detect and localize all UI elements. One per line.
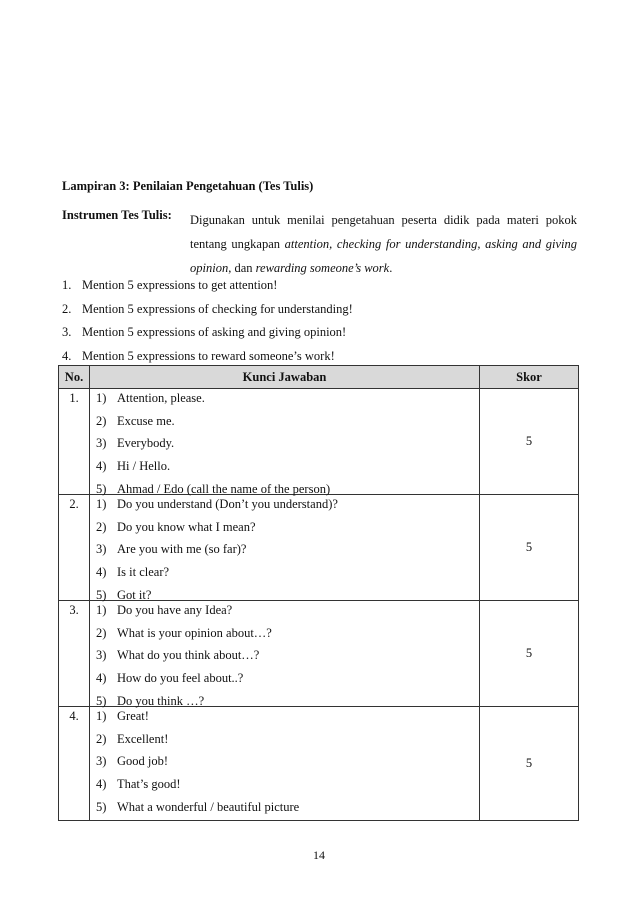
score-cell: 5 [480, 389, 579, 495]
question-number: 4. [62, 348, 72, 363]
answer-number: 4) [96, 459, 107, 474]
answer-text: How do you feel about..? [117, 671, 244, 686]
row-number: 1. [59, 389, 90, 495]
row-number: 4. [59, 707, 90, 821]
question-text: Mention 5 expressions to reward someone’s work! [82, 348, 335, 363]
answer-list [96, 495, 479, 600]
answer-text: Do you know what I mean? [117, 519, 256, 534]
table-row [59, 495, 579, 601]
list-item [96, 457, 479, 480]
question-text: Mention 5 expressions of checking for understanding! [82, 301, 353, 316]
answer-text: Do you understand (Don’t you understand)? [117, 497, 338, 511]
list-item [96, 412, 479, 435]
question-number: 3. [62, 325, 72, 339]
list-item [96, 480, 479, 494]
list-item [96, 707, 479, 730]
list-item [96, 752, 479, 775]
answer-text: Do you think …? [117, 693, 205, 708]
instrument-desc-mid: , dan [228, 261, 256, 275]
answer-text: Excuse me. [117, 413, 175, 428]
instrument-description [190, 208, 577, 280]
question-item [62, 274, 353, 298]
answer-number: 1) [96, 391, 107, 405]
answer-text: Got it? [117, 587, 152, 602]
question-number: 2. [62, 301, 72, 316]
answer-number: 2) [96, 413, 107, 428]
answer-number: 4) [96, 777, 107, 792]
answer-list [96, 389, 479, 494]
instrument-desc-italic-1: attention, checking for understanding, asking and giving opinion [190, 237, 577, 275]
answer-number: 2) [96, 731, 107, 746]
list-item [96, 692, 479, 706]
answer-text: Excellent! [117, 731, 169, 746]
answer-number: 1) [96, 497, 107, 511]
answer-number: 3) [96, 754, 107, 769]
score-cell: 5 [480, 707, 579, 821]
answer-list [96, 601, 479, 706]
list-item [96, 540, 479, 563]
list-item [96, 669, 479, 692]
answer-number: 5) [96, 799, 107, 814]
table-row [59, 707, 579, 821]
answer-text: Hi / Hello. [117, 459, 171, 474]
answer-cell [90, 707, 480, 821]
list-item [96, 389, 479, 412]
answer-number: 3) [96, 648, 107, 663]
list-item [96, 518, 479, 541]
row-number: 2. [59, 495, 90, 601]
list-item [96, 624, 479, 647]
header-answer: Kunci Jawaban [90, 366, 480, 389]
answer-text: Do you have any Idea? [117, 603, 233, 617]
answer-text: Ahmad / Edo (call the name of the person) [117, 481, 331, 496]
list-item [96, 434, 479, 457]
answer-number: 5) [96, 693, 107, 708]
answer-text: Great! [117, 709, 149, 723]
answer-text: That’s good! [117, 777, 181, 792]
list-item [96, 495, 479, 518]
answer-text: What do you think about…? [117, 648, 260, 663]
question-item [62, 321, 353, 345]
list-item [96, 798, 479, 821]
answer-number: 3) [96, 542, 107, 557]
question-list [62, 274, 353, 368]
answer-number: 2) [96, 625, 107, 640]
answer-text: Is it clear? [117, 565, 170, 580]
answer-cell [90, 601, 480, 707]
answer-list [96, 707, 479, 820]
question-text: Mention 5 expressions of asking and giving opinion! [82, 325, 347, 339]
answer-number: 4) [96, 565, 107, 580]
instrument-desc-italic-2: rewarding someone’s work [255, 261, 390, 275]
answer-number: 5) [96, 587, 107, 602]
header-no: No. [59, 366, 90, 389]
score-cell: 5 [480, 495, 579, 601]
answer-text: Attention, please. [117, 391, 205, 405]
answer-number: 5) [96, 481, 107, 496]
list-item [96, 646, 479, 669]
list-item [96, 586, 479, 600]
score-cell: 5 [480, 601, 579, 707]
answer-number: 1) [96, 603, 107, 617]
page-number: 14 [313, 848, 325, 862]
answer-number: 4) [96, 671, 107, 686]
answer-number: 3) [96, 436, 107, 451]
answer-cell [90, 389, 480, 495]
list-item [96, 563, 479, 586]
question-number: 1. [62, 278, 72, 292]
table-header-row [59, 366, 579, 389]
list-item [96, 730, 479, 753]
instrument-label: Instrumen Tes Tulis: [62, 208, 172, 222]
table-row [59, 389, 579, 495]
instrument-desc-end: . [389, 261, 393, 275]
answer-number: 1) [96, 709, 107, 723]
answer-cell [90, 495, 480, 601]
answer-text: Are you with me (so far)? [117, 542, 247, 557]
header-score: Skor [480, 366, 579, 389]
section-heading: Lampiran 3: Penilaian Pengetahuan (Tes Tulis) [62, 179, 314, 193]
answer-key-table [58, 365, 579, 821]
answer-text: What a wonderful / beautiful picture [117, 799, 300, 814]
instrument-desc-text: Digunakan untuk menilai pengetahuan peserta didik pada materi pokok tentang ungkapan [190, 213, 577, 251]
answer-text: Everybody. [117, 436, 175, 451]
table-row [59, 601, 579, 707]
question-text: Mention 5 expressions to get attention! [82, 278, 278, 292]
answer-number: 2) [96, 519, 107, 534]
list-item [96, 775, 479, 798]
question-item [62, 298, 353, 322]
answer-text: Good job! [117, 754, 169, 769]
answer-text: What is your opinion about…? [117, 625, 272, 640]
list-item [96, 601, 479, 624]
row-number: 3. [59, 601, 90, 707]
